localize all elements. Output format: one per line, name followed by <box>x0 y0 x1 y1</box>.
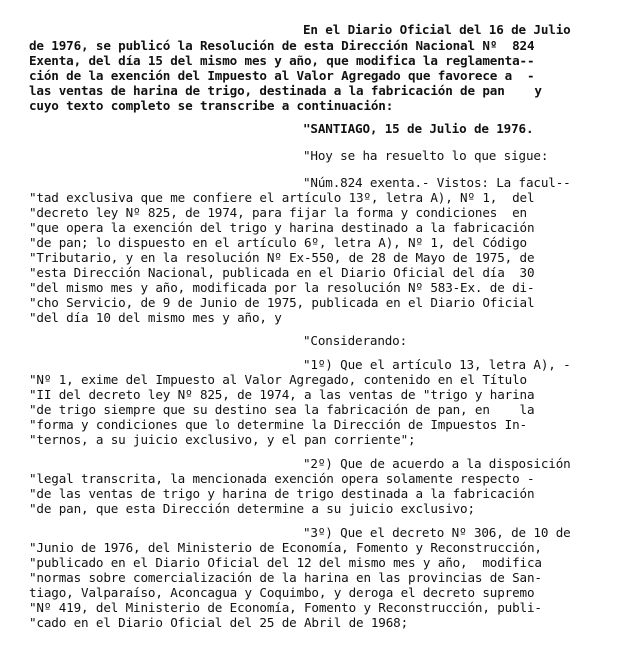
clause-one-line: "ternos, a su juicio exclusivo, y el pan corriente"; <box>29 432 416 447</box>
vistos-line: "cho Servicio, de 9 de Junio de 1975, publicada en el Diario Oficial <box>29 295 535 310</box>
intro-line: de 1976, se publicó la Resolución de esta Dirección Nacional Nº 824 <box>29 38 535 53</box>
vistos-line: "tad exclusiva que me confiere el artículo 13º, letra A), Nº 1, del <box>29 190 535 205</box>
clause-one-line: "forma y condiciones que lo determine la Dirección de Impuestos In- <box>29 417 527 432</box>
vistos-line: "decreto ley Nº 825, de 1974, para fijar la forma y condiciones en <box>29 205 527 220</box>
considerando-heading: "Considerando: <box>303 333 408 348</box>
date-line: "SANTIAGO, 15 de Julio de 1976. <box>303 121 534 136</box>
clause-three-line: "normas sobre comercialización de la harina en las provincias de San- <box>29 570 542 585</box>
intro-line: En el Diario Oficial del 16 de Julio <box>303 22 571 37</box>
clause-three-line: "Junio de 1976, del Ministerio de Economía, Fomento y Reconstrucción, <box>29 540 542 555</box>
vistos-line: "que opera la exención del trigo y harina destinado a la fabricación <box>29 220 535 235</box>
intro-line: ción de la exención del Impuesto al Valor Agregado que favorece a - <box>29 68 535 83</box>
clause-two-line: "de las ventas de trigo y harina de trigo destinada a la fabricación <box>29 486 535 501</box>
vistos-line: "de pan; lo dispuesto en el artículo 6º, letra A), Nº 1, del Código <box>29 235 527 250</box>
clause-three-line: "cado en el Diario Oficial del 25 de Abril de 1968; <box>29 615 409 630</box>
vistos-line: "esta Dirección Nacional, publicada en el Diario Oficial del día 30 <box>29 265 535 280</box>
clause-one-line: "1º) Que el artículo 13, letra A), - <box>303 357 571 372</box>
clause-three-line: "publicado en el Diario Oficial del 12 del mismo mes y año, modifica <box>29 555 542 570</box>
intro-line: Exenta, del día 15 del mismo mes y año, que modifica la reglamenta-- <box>29 53 535 68</box>
clause-one-line: "II del decreto ley Nº 825, de 1974, a las ventas de "trigo y harina <box>29 387 535 402</box>
clause-two-line: "de pan, que esta Dirección determine a su juicio exclusivo; <box>29 501 475 516</box>
intro-line: las ventas de harina de trigo, destinada a la fabricación de pan y <box>29 83 542 98</box>
vistos-line: "del día 10 del mismo mes y año, y <box>29 310 282 325</box>
resolved-line: "Hoy se ha resuelto lo que sigue: <box>303 148 549 163</box>
vistos-line: "del mismo mes y año, modificada por la resolución Nº 583-Ex. de di- <box>29 280 535 295</box>
clause-one-line: "Nº 1, exime del Impuesto al Valor Agregado, contenido en el Título <box>29 372 527 387</box>
vistos-line: "Tributario, y en la resolución Nº Ex-550, de 28 de Mayo de 1975, de <box>29 250 535 265</box>
vistos-line: "Núm.824 exenta.- Vistos: La facul-- <box>303 175 571 190</box>
intro-line: cuyo texto completo se transcribe a continuación: <box>29 98 394 113</box>
clause-two-line: "2º) Que de acuerdo a la disposición <box>303 456 571 471</box>
clause-one-line: "de trigo siempre que su destino sea la fabricación de pan, en la <box>29 402 535 417</box>
clause-three-line: tiago, Valparaíso, Aconcagua y Coquimbo, y deroga el decreto supremo <box>29 585 535 600</box>
clause-three-line: "Nº 419, del Ministerio de Economía, Fomento y Reconstrucción, publi- <box>29 600 542 615</box>
clause-three-line: "3º) Que el decreto Nº 306, de 10 de <box>303 525 571 540</box>
clause-two-line: "legal transcrita, la mencionada exención opera solamente respecto - <box>29 471 535 486</box>
